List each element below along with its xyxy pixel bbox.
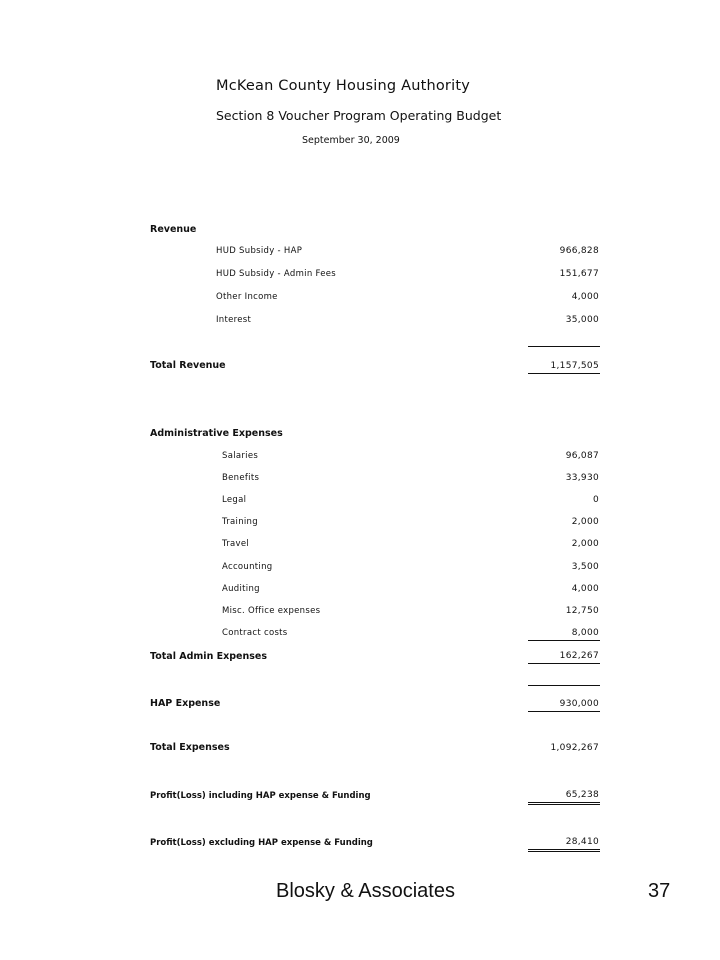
footer-company: Blosky & Associates (276, 880, 455, 902)
profit-including-double-underline (528, 802, 600, 805)
revenue-item-value: 35,000 (565, 315, 599, 325)
budget-date: September 30, 2009 (302, 135, 400, 146)
revenue-item-label: HUD Subsidy - HAP (216, 246, 303, 256)
page-number: 37 (648, 880, 671, 902)
admin-item-value: 0 (592, 495, 599, 505)
profit-including-value: 65,238 (565, 790, 599, 800)
revenue-item-value: 4,000 (571, 292, 599, 302)
admin-item-value: 33,930 (565, 473, 599, 483)
hap-expense-label: HAP Expense (150, 698, 221, 709)
admin-item-label: Salaries (222, 451, 259, 461)
admin-item-value: 8,000 (571, 628, 599, 638)
budget-subtitle: Section 8 Voucher Program Operating Budget (216, 108, 502, 123)
revenue-item-label: Interest (216, 315, 252, 325)
revenue-item-label: HUD Subsidy - Admin Fees (216, 269, 337, 279)
hap-expense-underline (528, 711, 600, 712)
subtotal-rule (528, 346, 600, 347)
total-admin-value: 162,267 (559, 651, 599, 661)
org-title: McKean County Housing Authority (216, 78, 470, 94)
admin-item-value: 2,000 (571, 517, 599, 527)
admin-item-label: Travel (222, 539, 250, 549)
revenue-item-value: 151,677 (559, 269, 599, 279)
profit-excluding-label: Profit(Loss) excluding HAP expense & Funding (150, 838, 373, 848)
revenue-heading: Revenue (150, 224, 197, 235)
admin-heading: Administrative Expenses (150, 428, 283, 439)
total-revenue-underline (528, 373, 600, 374)
total-expenses-value: 1,092,267 (550, 743, 599, 753)
admin-item-value: 96,087 (565, 451, 599, 461)
total-revenue-label: Total Revenue (150, 360, 226, 371)
total-revenue-value: 1,157,505 (550, 361, 599, 371)
revenue-item-value: 966,828 (559, 246, 599, 256)
admin-item-value: 2,000 (571, 539, 599, 549)
admin-item-label: Legal (222, 495, 247, 505)
profit-including-label: Profit(Loss) including HAP expense & Funding (150, 791, 371, 801)
admin-item-label: Training (222, 517, 258, 527)
revenue-item-label: Other Income (216, 292, 278, 302)
profit-excluding-double-underline (528, 849, 600, 852)
admin-item-label: Misc. Office expenses (222, 606, 321, 616)
hap-overline (528, 685, 600, 686)
admin-item-value: 3,500 (571, 562, 599, 572)
total-expenses-label: Total Expenses (150, 742, 230, 753)
profit-excluding-value: 28,410 (565, 837, 599, 847)
admin-item-value: 12,750 (565, 606, 599, 616)
admin-item-label: Auditing (222, 584, 260, 594)
admin-item-label: Benefits (222, 473, 260, 483)
total-admin-label: Total Admin Expenses (150, 651, 268, 662)
hap-expense-value: 930,000 (559, 699, 599, 709)
admin-item-label: Accounting (222, 562, 273, 572)
admin-item-label: Contract costs (222, 628, 288, 638)
admin-item-value: 4,000 (571, 584, 599, 594)
total-admin-underline (528, 663, 600, 664)
contract-costs-underline (528, 640, 600, 641)
